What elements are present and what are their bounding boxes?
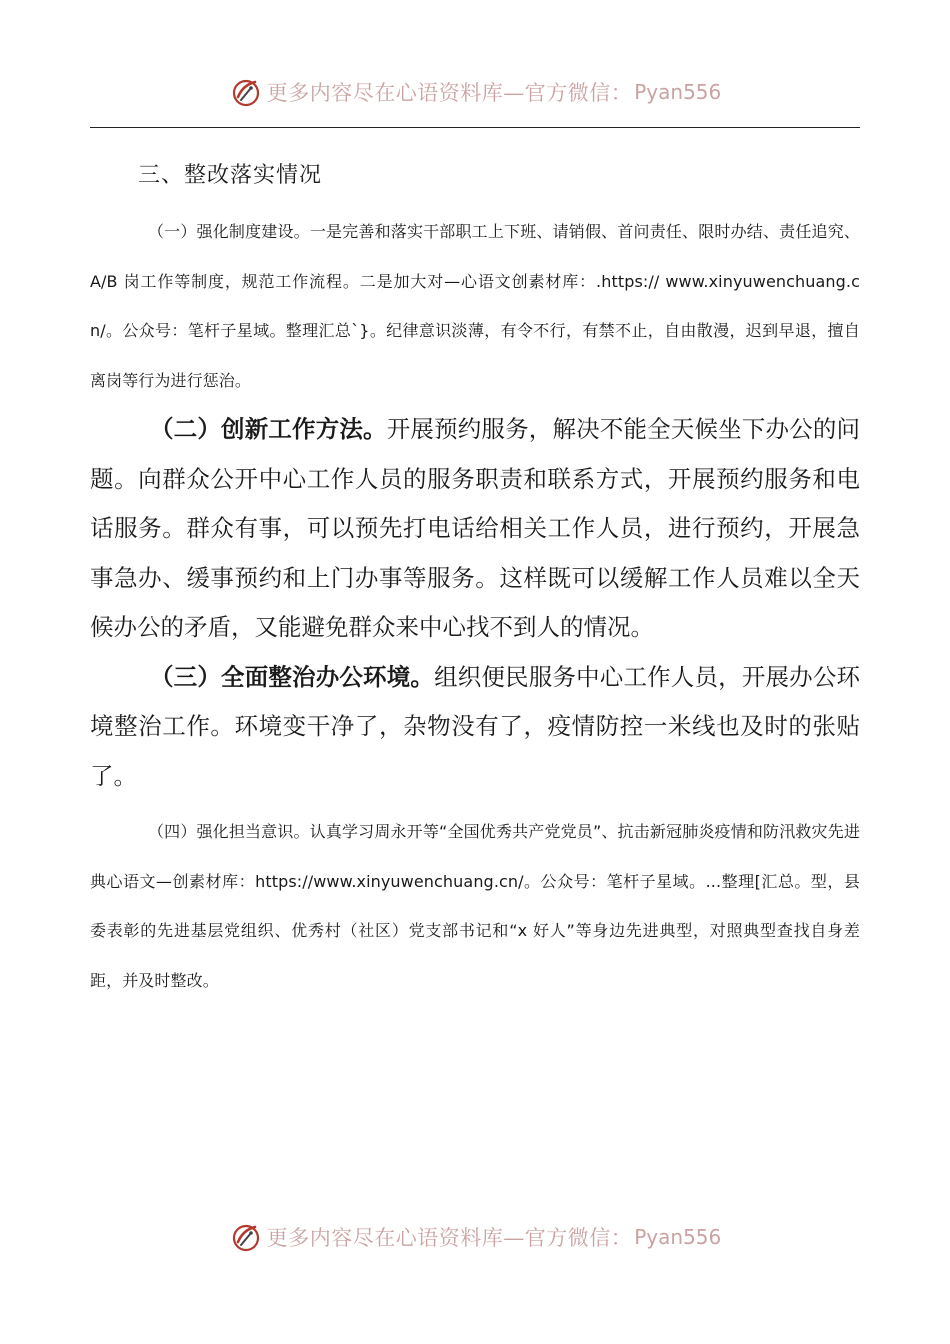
paragraph-4: （四）强化担当意识。认真学习周永开等“全国优秀共产党党员”、抗击新冠肺炎疫情和防汛救灾先进典心语文—创素材库：https://www.xinyuwenchuang.cn/。公众号：笔杆子星域。...整理[汇总。型，县委表彰的先进基层党组织、优秀村（社区）党支部书记和“x 好人”等身边先进典型，对照典型查找自身差距，并及时整改。 xyxy=(90,822,860,990)
paragraph-3-body: 组织便民服务中心工作人员，开展办公环境整治工作。环境变干净了，杂物没有了，疫情防控一米线也及时的张贴了。 xyxy=(90,662,861,790)
document-body xyxy=(90,152,860,1005)
header-watermark xyxy=(0,72,950,112)
paragraph-1: （一）强化制度建设。一是完善和落实干部职工上下班、请销假、首问责任、限时办结、责任追究、A/B 岗工作等制度，规范工作流程。二是加大对—心语文创素材库：.https:// www.xinyuwenchuang.cn/。公众号：笔杆子星域。整理汇总`}。纪律意识淡薄，有令不行，有禁不止，自由散漫，迟到早退，擅自离岗等行为进行惩治。 xyxy=(90,222,860,390)
paragraph-2 xyxy=(90,405,860,653)
pen-logo-icon xyxy=(229,1220,263,1254)
pen-logo-icon xyxy=(229,75,263,109)
watermark-text: 更多内容尽在心语资料库—官方微信： xyxy=(266,1226,633,1250)
header-divider xyxy=(90,127,860,128)
watermark-text: 更多内容尽在心语资料库—官方微信： xyxy=(266,81,633,105)
section-title: 三、整改落实情况 xyxy=(138,163,323,188)
paragraph-2-heading: （二）创新工作方法。 xyxy=(150,415,387,443)
paragraph-3-heading: （三）全面整治办公环境。 xyxy=(150,662,435,691)
paragraph-2-body: 开展预约服务，解决不能全天候坐下办公的问题。向群众公开中心工作人员的服务职责和联系方式，开展预约服务和电话服务。群众有事，可以预先打电话给相关工作人员，进行预约，开展急事急办、缓事预约和上门办事等服务。这样既可以缓解工作人员难以全天候办公的矛盾，又能避免群众来中心找不到人的情况。 xyxy=(90,415,861,641)
watermark-wechat-id: Pyan556 xyxy=(634,80,722,104)
watermark-wechat-id: Pyan556 xyxy=(634,1225,722,1249)
paragraph-3 xyxy=(90,653,860,802)
footer-watermark xyxy=(0,1217,950,1257)
